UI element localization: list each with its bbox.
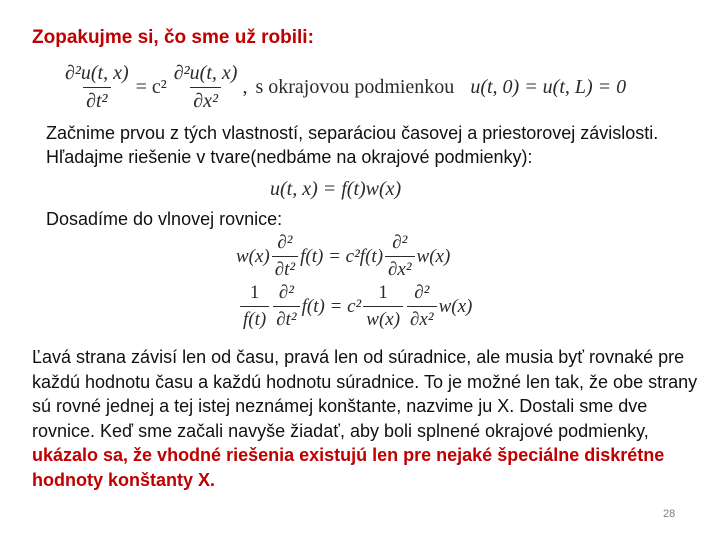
boundary-condition: u(t, 0) = u(t, L) = 0 [470,76,627,98]
eq4-ft: f(t) [240,306,269,331]
conclusion-highlight: ukázalo sa, že vhodné riešenia existujú len pre nejaké špeciálne diskrétne hodnoty konštanty X. [32,445,665,490]
eq4-dt-fraction [273,282,299,331]
eq4-one-over-w [363,282,403,331]
separation-ansatz: u(t, x) = f(t)w(x) [270,178,402,200]
rhs-fraction [171,62,241,113]
slide-title: Zopakujme si, čo sme už robili: [32,27,314,48]
paragraph-conclusion [32,345,700,492]
eq3-dt-den: ∂t² [272,256,298,281]
eq3-dt-fraction [272,232,298,281]
eq4-middle: f(t) = c² [301,295,362,317]
eq4-wx: w(x) [363,306,403,331]
eq4-one2: 1 [378,282,388,303]
eq3-w2: w(x) [416,245,451,267]
wave-equation [60,62,626,113]
lhs-fraction [62,62,132,113]
eq3-dt-num: ∂² [277,232,293,253]
eq4-one-over-f [240,282,269,331]
rhs-denominator: ∂x² [190,87,221,113]
conclusion-text: Ľavá strana závisí len od času, pravá len od súradnice, ale musia byť rovnaké pre každú hodnotu času a každú hodnotu súradnice. To je možné len tak, že obe strany sú rovné jednej a tej istej neznámej konštante, nazvime ju X. Dostali sme dve rovnice. Keď sme začali navyše žiadať, aby boli splnené okrajové podmienky, [32,347,698,441]
lhs-numerator: ∂²u(t, x) [65,62,129,84]
equals-c2: = c² [135,76,167,98]
eq4-dx-num: ∂² [414,282,430,303]
comma: , [242,76,248,98]
rhs-numerator: ∂²u(t, x) [173,62,238,84]
eq4-one: 1 [249,282,260,303]
substituted-equation [236,232,450,281]
eq3-dx-den: ∂x² [385,256,415,281]
eq4-dt-den: ∂t² [273,306,299,331]
eq3-dx-num: ∂² [392,232,408,253]
eq4-dx-fraction [407,282,437,331]
eq3-middle: f(t) = c²f(t) [300,245,384,267]
page-number: 28 [663,508,676,520]
eq4-dx-den: ∂x² [407,306,437,331]
eq3-w: w(x) [236,245,270,267]
eq4-w2: w(x) [438,295,473,317]
eq3-dx-fraction [385,232,415,281]
divided-equation [238,282,472,331]
paragraph-substitute: Dosadíme do vlnovej rovnice: [46,209,283,229]
paragraph-separation: Začnime prvou z tých vlastností, separáciou časovej a priestorovej závislosti. Hľadajme riešenie v tvare(nedbáme na okrajové podmienky): [46,123,659,167]
lhs-denominator: ∂t² [83,87,110,113]
boundary-text: s okrajovou podmienkou [255,76,455,98]
eq4-dt-num: ∂² [278,282,294,303]
